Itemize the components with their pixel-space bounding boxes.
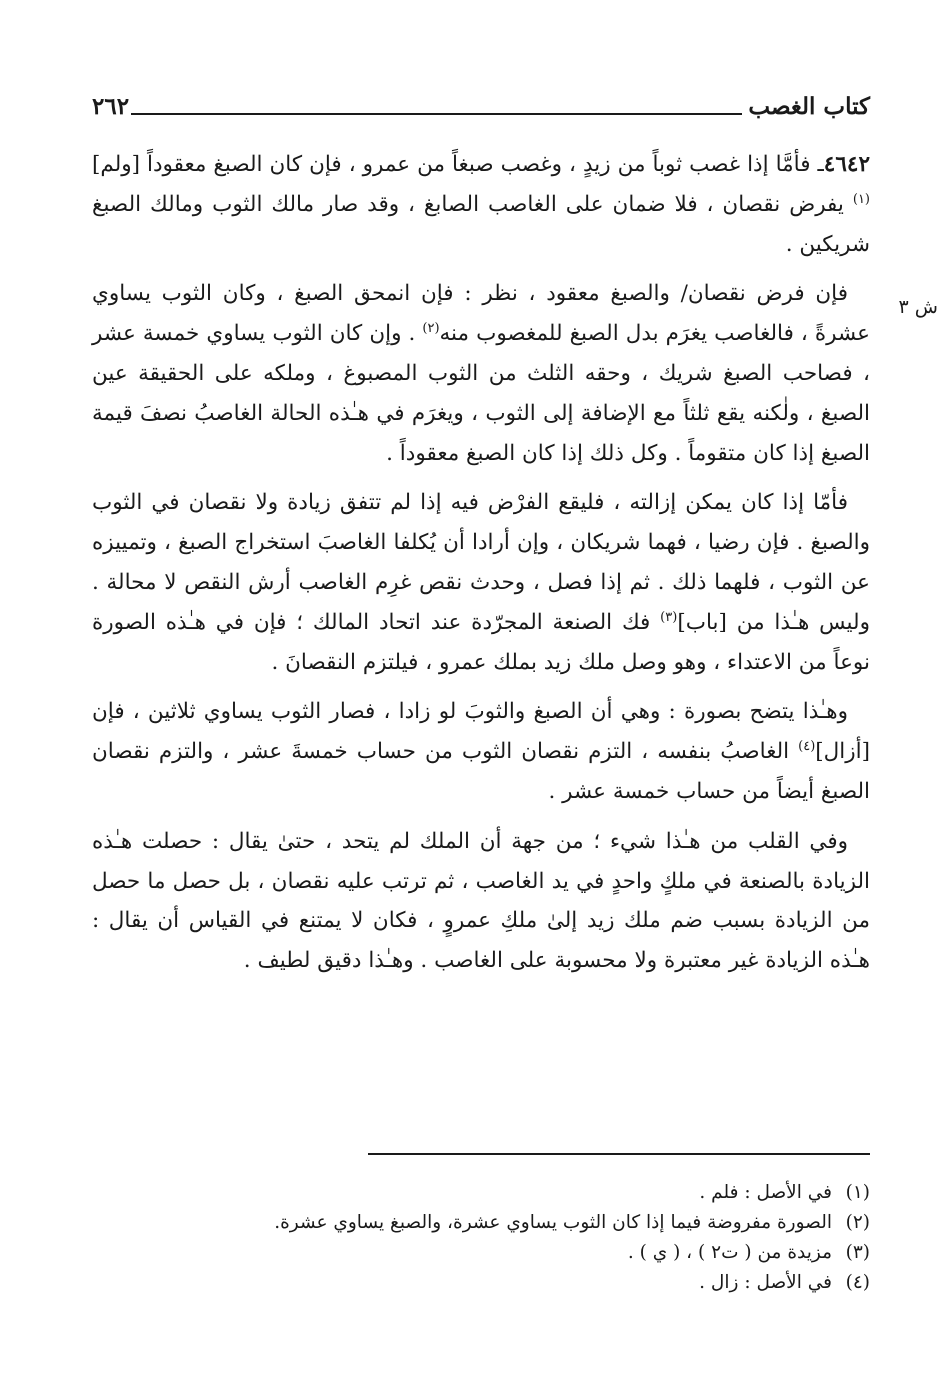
footnote-number: (١)	[845, 1182, 870, 1203]
paragraph-text: فأمّا إذا كان يمكن إزالته ، فليقع الفرْض فيه إذا لم تتفق زيادة ولا نقصان في الثوب والصبغ . فإن رضيا ، فهما شريكان ، وإن أرادا أن يُكلفا الغاصبَ استخراج الصبغ ، وتمييزه عن الثوب ، فلهما ذلك . ثم إذا فصل ، وحدث نقص غرِم الغاصب أرش النقص لا محالة . وليس هـٰذا من [باب]	[92, 490, 870, 635]
paragraph-text: . وإن كان الثوب يساوي خمسة عشر ، فصاحب الصبغ شريك ، وحقه الثلث من الثوب المصبوغ ، وملكه على الحقيقة عين الصبغ ، ولٰكنه يقع ثلثاً مع الإضافة إلى الثوب ، ويغرَم في هـٰذه الحالة الغاصبُ نصفَ قيمة الصبغ إذا كان متقوماً . وكل ذلك إذا كان الصبغ معقوداً .	[92, 321, 870, 466]
footnote-item	[92, 1208, 870, 1238]
footnote-ref-3: (٣)	[660, 609, 678, 625]
footnote-text: في الأصل : فلم .	[699, 1182, 832, 1203]
paragraph-4642	[92, 145, 870, 264]
footnote-ref-2: (٢)	[422, 321, 440, 337]
paragraph-5	[92, 822, 870, 981]
footnote-ref-1: (١)	[852, 191, 870, 207]
paragraph-2	[92, 274, 870, 473]
paragraph-text: فإن فرض نقصان/ والصبغ معقود ، نظر : فإن انمحق الصبغ ، وكان الثوب يساوي عشرةً ، فالغاصب يغرَم بدل الصبغ للمغصوب منه	[92, 281, 870, 347]
footnote-number: (٢)	[845, 1212, 870, 1233]
footnote-number: (٣)	[845, 1242, 870, 1263]
chapter-title: كتاب الغصب	[748, 93, 870, 120]
header-rule	[131, 113, 742, 115]
footnote-separator	[368, 1153, 870, 1155]
footnote-item	[92, 1238, 870, 1268]
footnote-number: (٤)	[845, 1272, 870, 1293]
paragraph-text: وفي القلب من هـٰذا شيء ؛ من جهة أن الملك لم يتحد ، حتىٰ يقال : حصلت هـٰذه الزيادة بالصنعة في ملكٍ واحدٍ في يد الغاصب ، ثم ترتب عليه نقصان ، بل حصل ما حصل من الزيادة بسبب ضم ملك زيد إلىٰ ملكِ عمروٍ ، فكان لا يمتنع في القياس أن يقال : هـٰذه الزيادة غير معتبرة ولا محسوبة على الغاصب . وهـٰذا دقيق لطيف .	[92, 828, 870, 974]
footnote-item	[92, 1178, 870, 1208]
margin-note: ش ٣	[898, 296, 938, 318]
footnote-text: مزيدة من ( ت٢ ) ، ( ي ) .	[627, 1242, 832, 1263]
footnote-item	[92, 1268, 870, 1298]
paragraph-4	[92, 692, 870, 811]
page-number: ٢٦٢	[92, 93, 130, 120]
paragraph-3	[92, 483, 870, 682]
footnote-text: في الأصل : زال .	[699, 1272, 832, 1293]
main-text	[92, 145, 870, 991]
footnotes	[92, 1178, 870, 1298]
running-header	[92, 82, 870, 118]
paragraph-number: ٤٦٤٢	[823, 152, 870, 177]
paragraph-text: يفرض نقصان ، فلا ضمان على الغاصب الصابغ ، وقد صار مالك الثوب ومالك الصبغ شريكين .	[92, 191, 870, 257]
footnote-text: الصورة مفروضة فيما إذا كان الثوب يساوي عشرة، والصبغ يساوي عشرة.	[274, 1212, 832, 1233]
footnote-ref-4: (٤)	[798, 739, 816, 754]
paragraph-text: وهـٰذا يتضح بصورة : وهي أن الصبغ والثوبَ لو زادا ، فصار الثوب يساوي ثلاثين ، فإن [أزال]	[92, 699, 870, 765]
paragraph-text: ـ فأمَّا إذا غصب ثوباً من زيدٍ ، وغصب صبغاً من عمرو ، فإن كان الصبغ معقوداً [ولم]	[92, 152, 824, 177]
paragraph-text: فك الصنعة المجرّدة عند اتحاد المالك ؛ فإن في هـٰذه الصورة نوعاً من الاعتداء ، وهو وصل ملك زيد بملك عمرو ، فيلتزم النقصانَ .	[92, 609, 870, 675]
paragraph-text: الغاصبُ بنفسه ، التزم نقصان الثوب من حساب خمسةَ عشر ، والتزم نقصان الصبغ أيضاً من حساب خمسة عشر .	[92, 739, 870, 804]
